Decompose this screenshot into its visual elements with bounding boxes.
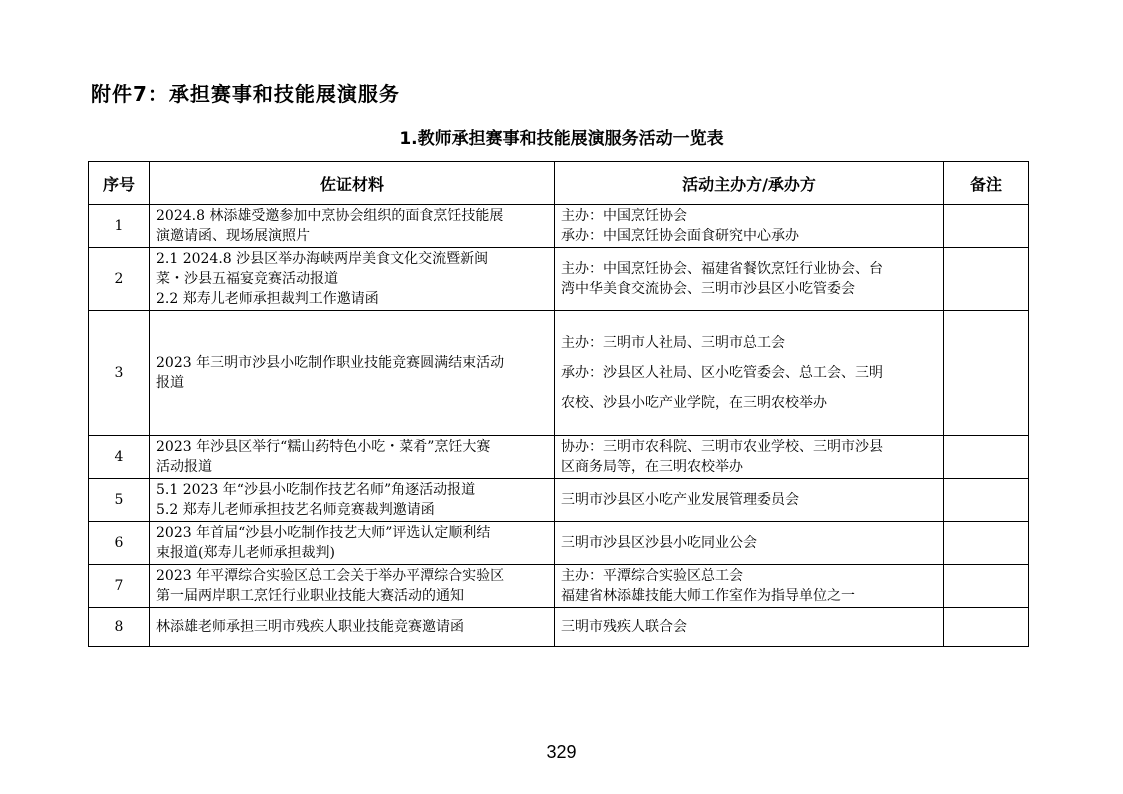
material-line: 5.2 郑寿儿老师承担技艺名师竞赛裁判邀请函: [156, 502, 435, 518]
material-line: 林添雄老师承担三明市残疾人职业技能竞赛邀请函: [156, 619, 464, 635]
organizer-line: 主办：平潭综合实验区总工会: [561, 568, 743, 584]
organizer-cell: [555, 479, 944, 522]
organizer-line: 主办：三明市人社局、三明市总工会: [561, 335, 785, 351]
header-organizer: 活动主办方/承办方: [555, 162, 944, 205]
row-number: 3: [89, 311, 150, 436]
organizer-cell: [555, 522, 944, 565]
page-number: 329: [546, 742, 577, 762]
note-cell: [944, 311, 1029, 436]
material-cell: [150, 248, 555, 311]
material-line: 2023 年沙县区举行“糯山药特色小吃・菜肴”烹饪大赛: [156, 439, 491, 455]
organizer-line: 农校、沙县小吃产业学院，在三明农校举办: [561, 395, 827, 411]
organizer-line: 湾中华美食交流协会、三明市沙县区小吃管委会: [561, 281, 855, 297]
material-line: 报道: [156, 375, 184, 391]
note-cell: [944, 608, 1029, 647]
organizer-cell: [555, 565, 944, 608]
note-cell: [944, 522, 1029, 565]
note-cell: [944, 479, 1029, 522]
activity-table: [88, 161, 1029, 647]
material-cell: [150, 479, 555, 522]
table-row: [89, 479, 1029, 522]
organizer-cell: [555, 311, 944, 436]
table-row: [89, 608, 1029, 647]
note-cell: [944, 436, 1029, 479]
material-line: 第一届两岸职工烹饪行业职业技能大赛活动的通知: [156, 588, 464, 604]
note-cell: [944, 248, 1029, 311]
material-line: 5.1 2023 年“沙县小吃制作技艺名师”角逐活动报道: [156, 482, 476, 498]
organizer-line: 承办：中国烹饪协会面食研究中心承办: [561, 228, 799, 244]
organizer-cell: [555, 205, 944, 248]
material-line: 2024.8 林添雄受邀参加中烹协会组织的面食烹饪技能展: [156, 208, 504, 224]
header-no: 序号: [89, 162, 150, 205]
table-row: [89, 522, 1029, 565]
table-row: [89, 565, 1029, 608]
material-cell: [150, 205, 555, 248]
organizer-cell: [555, 436, 944, 479]
row-number: 6: [89, 522, 150, 565]
material-cell: [150, 565, 555, 608]
organizer-line: 三明市沙县区沙县小吃同业公会: [561, 535, 757, 551]
row-number: 8: [89, 608, 150, 647]
row-number: 5: [89, 479, 150, 522]
material-line: 活动报道: [156, 459, 212, 475]
row-number: 2: [89, 248, 150, 311]
attachment-heading: 附件7：承担赛事和技能展演服务: [91, 82, 400, 106]
material-line: 2023 年三明市沙县小吃制作职业技能竞赛圆满结束活动: [156, 355, 505, 371]
row-number: 7: [89, 565, 150, 608]
note-cell: [944, 205, 1029, 248]
material-cell: [150, 608, 555, 647]
organizer-line: 福建省林添雄技能大师工作室作为指导单位之一: [561, 588, 855, 604]
table-header-row: [89, 162, 1029, 205]
material-line: 菜・沙县五福宴竞赛活动报道: [156, 271, 338, 287]
organizer-line: 三明市残疾人联合会: [561, 619, 687, 635]
note-cell: [944, 565, 1029, 608]
material-cell: [150, 522, 555, 565]
material-line: 2023 年首届“沙县小吃制作技艺大师”评选认定顺利结: [156, 525, 491, 541]
table-row: [89, 311, 1029, 436]
row-number: 1: [89, 205, 150, 248]
organizer-line: 三明市沙县区小吃产业发展管理委员会: [561, 492, 799, 508]
table-row: [89, 248, 1029, 311]
row-number: 4: [89, 436, 150, 479]
table-row: [89, 436, 1029, 479]
organizer-cell: [555, 248, 944, 311]
header-note: 备注: [944, 162, 1029, 205]
material-line: 2.2 郑寿儿老师承担裁判工作邀请函: [156, 291, 379, 307]
material-line: 2023 年平潭综合实验区总工会关于举办平潭综合实验区: [156, 568, 505, 584]
organizer-line: 协办：三明市农科院、三明市农业学校、三明市沙县: [561, 439, 883, 455]
material-cell: [150, 436, 555, 479]
material-line: 2.1 2024.8 沙县区举办海峡两岸美食文化交流暨新闽: [156, 251, 489, 267]
organizer-line: 主办：中国烹饪协会、福建省餐饮烹饪行业协会、台: [561, 261, 883, 277]
material-line: 束报道(郑寿儿老师承担裁判): [156, 545, 335, 561]
table-row: [89, 205, 1029, 248]
organizer-line: 主办：中国烹饪协会: [561, 208, 687, 224]
organizer-cell: [555, 608, 944, 647]
material-cell: [150, 311, 555, 436]
header-material: 佐证材料: [150, 162, 555, 205]
organizer-line: 承办：沙县区人社局、区小吃管委会、总工会、三明: [561, 365, 883, 381]
material-line: 演邀请函、现场展演照片: [156, 228, 310, 244]
organizer-line: 区商务局等，在三明农校举办: [561, 459, 743, 475]
table-title: 1.教师承担赛事和技能展演服务活动一览表: [399, 129, 724, 149]
